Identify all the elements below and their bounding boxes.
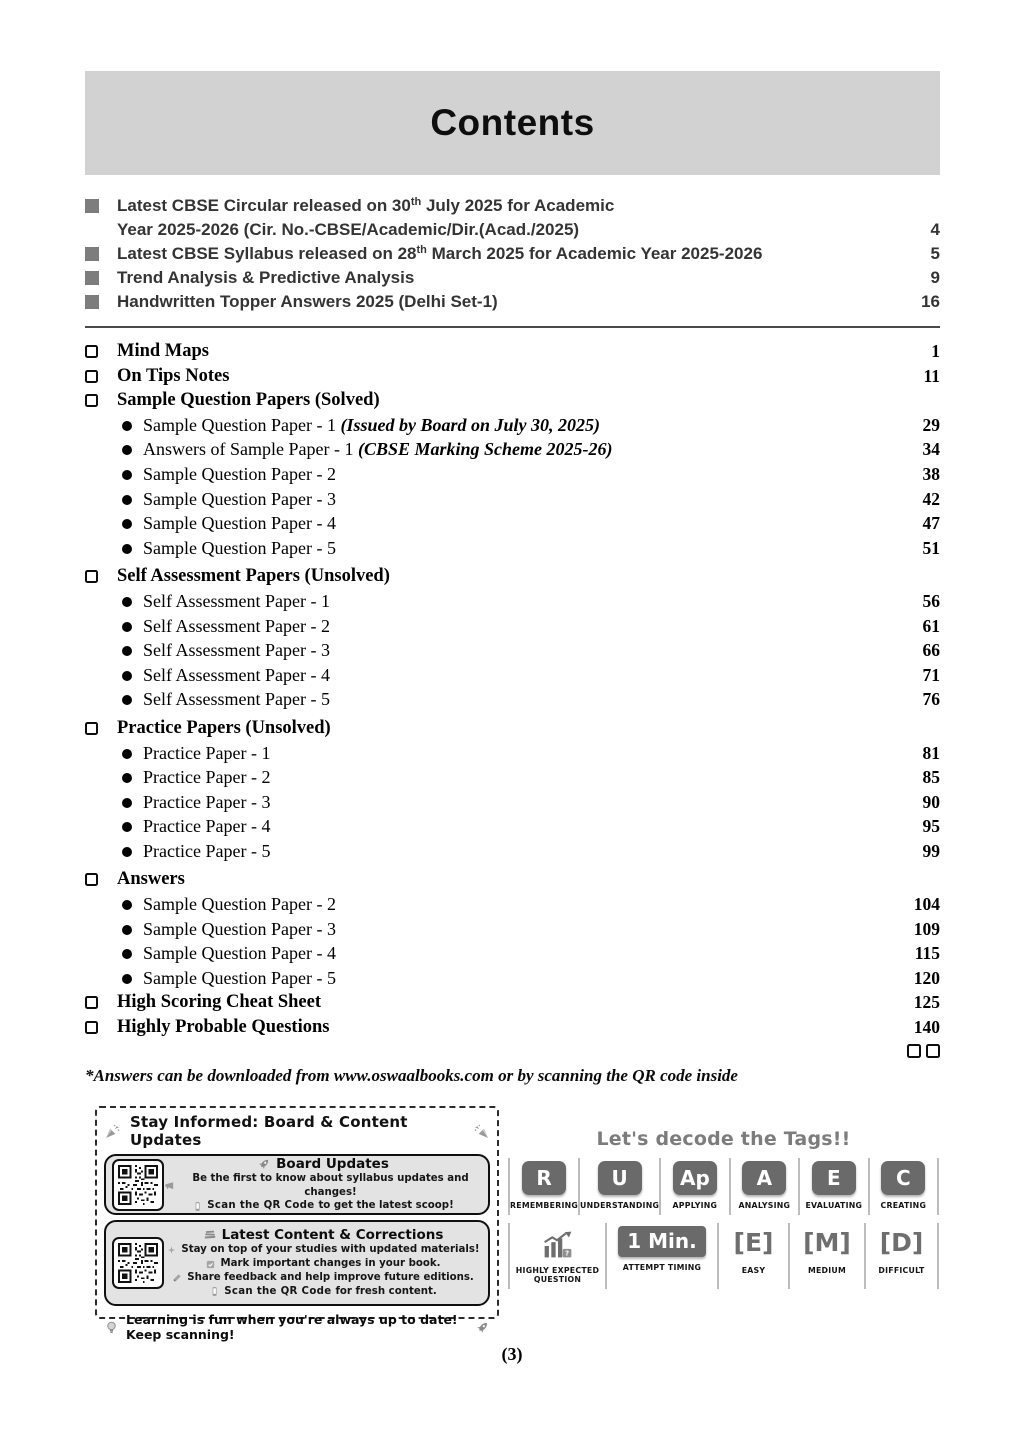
page-number-value: 51 — [922, 537, 940, 558]
tag-label — [623, 1263, 701, 1273]
toc-list — [85, 341, 940, 1042]
front-matter-row — [85, 266, 940, 290]
page-number: (3) — [501, 1344, 523, 1364]
toc-entry-text: Sample Question Paper - 3 — [143, 918, 336, 939]
toc-entry-label — [143, 968, 904, 989]
bullet-dot-icon — [122, 749, 132, 759]
toc-section-row — [85, 341, 940, 366]
front-matter-text: Year 2025-2026 (Cir. No.-CBSE/Academic/Dir.(Acad./2025) — [117, 220, 580, 239]
svg-text:?: ? — [564, 1248, 569, 1257]
checkbox-square-icon — [85, 370, 98, 383]
bullet-dot-icon — [122, 822, 132, 832]
bullet-dot-icon — [122, 925, 132, 935]
toc-entry-label — [117, 718, 940, 739]
toc-entry-text: Practice Paper - 4 — [143, 816, 271, 837]
bulb-icon — [104, 1320, 119, 1335]
bullet-dot-icon — [122, 495, 132, 505]
page-number-value: 81 — [922, 742, 940, 763]
books-icon — [203, 1228, 217, 1242]
toc-item-row — [85, 415, 940, 440]
toc-entry-label — [143, 743, 913, 764]
tag-label — [742, 1266, 766, 1276]
bullet-dot-icon — [122, 974, 132, 984]
toc-entry-text: Practice Paper - 2 — [143, 767, 271, 788]
tag-legend — [508, 1128, 939, 1289]
toc-item-row — [85, 767, 940, 792]
toc-entry-text: Sample Question Paper - 2 — [143, 463, 336, 484]
front-matter-text-part: Trend Analysis & Predictive Analysis — [117, 268, 415, 287]
front-matter-text — [117, 290, 909, 314]
tag-badge: E — [812, 1161, 856, 1195]
content-corrections-line1: Stay on top of your studies with updated materials! — [181, 1244, 480, 1256]
checkbox-square-icon — [85, 1021, 98, 1034]
toc-entry-text: Practice Paper - 5 — [143, 840, 271, 861]
tag-label — [878, 1266, 924, 1276]
toc-entry-text: Self Assessment Paper - 2 — [143, 615, 330, 636]
square-bullet-icon — [85, 199, 99, 213]
page-number-value: 125 — [913, 992, 940, 1013]
board-updates-content — [164, 1156, 482, 1213]
trend-chart-icon — [537, 1226, 579, 1260]
front-matter-text-part: March 2025 for Academic Year 2025-2026 — [426, 244, 763, 263]
toc-entry-label — [143, 894, 904, 915]
checkbox-icon — [205, 1259, 216, 1270]
front-matter-text — [117, 194, 940, 218]
toc-entry-text: Sample Question Paper - 4 — [143, 943, 336, 964]
checkbox-square-icon — [85, 345, 98, 358]
tag-attempt-timing — [605, 1223, 717, 1289]
tag-label: ANALYSING — [738, 1201, 791, 1210]
page-number-value: 109 — [913, 918, 940, 939]
qr-code-content-corrections — [112, 1237, 164, 1289]
board-updates-line2-bold: Scan the QR Code — [207, 1200, 315, 1212]
front-matter-text — [117, 242, 919, 266]
tag-label — [516, 1266, 599, 1285]
front-matter-row — [85, 194, 940, 218]
page-number-value: 56 — [922, 590, 940, 611]
toc-item-row — [85, 489, 940, 514]
toc-entry-label — [117, 390, 940, 411]
toc-entry-label — [143, 767, 913, 788]
page-number-value: 99 — [922, 840, 940, 861]
checkbox-square-icon — [85, 394, 98, 407]
toc-entry-label — [143, 792, 913, 813]
meta-tags-row — [508, 1223, 939, 1289]
stay-informed-box — [95, 1106, 499, 1342]
toc-item-row — [85, 894, 940, 919]
page-number-value: 38 — [922, 463, 940, 484]
square-bullet-icon — [85, 247, 99, 261]
end-marks — [907, 1044, 940, 1058]
checkbox-square-icon — [85, 570, 98, 583]
tag-badge: Ap — [673, 1161, 717, 1195]
tag-label-line: HIGHLY EXPECTED — [515, 1265, 600, 1275]
bullet-dot-icon — [122, 445, 132, 455]
toc-entry-label — [143, 415, 913, 436]
bullet-dot-icon — [122, 900, 132, 910]
front-matter-text-part: Handwritten Topper Answers 2025 (Delhi Set-1) — [117, 292, 498, 311]
front-matter-text-part: July 2025 for Academic — [421, 196, 615, 215]
rocket-icon — [475, 1320, 490, 1335]
bullet-dot-icon — [122, 519, 132, 529]
toc-item-row — [85, 689, 940, 714]
toc-item-row — [85, 538, 940, 563]
toc-section-row — [85, 566, 940, 591]
toc-entry-text: Sample Question Paper - 3 — [143, 488, 336, 509]
toc-entry-label — [143, 464, 913, 485]
stay-informed-title: Stay Informed: Board & Content Updates — [130, 1113, 408, 1149]
bullet-dot-icon — [122, 544, 132, 554]
toc-entry-text: Self Assessment Paper - 4 — [143, 664, 330, 685]
checkbox-square-icon — [85, 996, 98, 1009]
toc-entry-text: Self Assessment Paper - 1 — [143, 590, 330, 611]
toc-entry-label — [143, 616, 913, 637]
content-corrections-line3: Share feedback and help improve future editions. — [187, 1272, 474, 1283]
tag-badge: [D] — [879, 1228, 924, 1257]
toc-entry-label — [143, 489, 913, 510]
bullet-dot-icon — [122, 646, 132, 656]
toc-entry-label — [117, 366, 913, 387]
content-corrections-content — [164, 1227, 482, 1298]
toc-item-row — [85, 968, 940, 993]
checkbox-square-icon — [85, 722, 98, 735]
tag-label: CREATING — [880, 1201, 927, 1210]
tag-label-line: MEDIUM — [807, 1265, 847, 1275]
tag-analysing — [729, 1158, 798, 1215]
page-number-value: 95 — [922, 816, 940, 837]
toc-entry-text: Sample Question Paper - 5 — [143, 967, 336, 988]
toc-entry-text: On Tips Notes — [117, 365, 230, 386]
tag-label-line: QUESTION — [533, 1275, 582, 1284]
toc-entry-text: Practice Paper - 1 — [143, 742, 271, 763]
toc-section-row — [85, 718, 940, 743]
board-updates-line1: Be the first to know about syllabus updates and changes! — [192, 1172, 469, 1198]
toc-entry-label — [143, 816, 913, 837]
ordinal-superscript: th — [416, 244, 427, 256]
page-number-value: 66 — [922, 640, 940, 661]
pencil-icon — [172, 1272, 183, 1283]
tag-evaluating — [798, 1158, 867, 1215]
tag-label: APPLYING — [672, 1201, 718, 1210]
content-corrections-title: Latest Content & Corrections — [221, 1227, 444, 1244]
toc-entry-text: Practice Paper - 3 — [143, 791, 271, 812]
tag-badge: C — [881, 1161, 925, 1195]
toc-entry-label — [143, 665, 913, 686]
page-number-value: 85 — [922, 767, 940, 788]
page-number-value: 4 — [930, 220, 940, 239]
toc-item-row — [85, 743, 940, 768]
party-popper-icon — [104, 1123, 121, 1140]
bullet-dot-icon — [122, 470, 132, 480]
toc-entry-label — [143, 689, 913, 710]
toc-entry-text: High Scoring Cheat Sheet — [117, 992, 322, 1013]
page-number-value: 61 — [922, 615, 940, 636]
bullet-dot-icon — [122, 597, 132, 607]
toc-item-row — [85, 841, 940, 866]
toc-item-row — [85, 665, 940, 690]
tag-badge: [E] — [733, 1228, 774, 1257]
page-number-value: 104 — [913, 894, 940, 915]
content-corrections-line2: Mark important changes in your book. — [220, 1258, 441, 1270]
toc-item-row — [85, 513, 940, 538]
front-matter-text-part: Latest CBSE Circular released on 30 — [117, 196, 411, 215]
checkbox-square-icon — [85, 873, 98, 886]
page-title: Contents — [430, 102, 595, 143]
rocket-icon — [257, 1157, 271, 1171]
tag-label-line: EASY — [741, 1265, 766, 1275]
page-number-value: 71 — [922, 664, 940, 685]
tag-highly-expected-question — [508, 1223, 605, 1289]
content-corrections-line4-rest: for fresh content. — [335, 1285, 437, 1297]
front-matter-row — [85, 290, 940, 314]
toc-item-row — [85, 439, 940, 464]
megaphone-icon — [164, 1180, 175, 1191]
page-number-value: 9 — [930, 268, 940, 287]
tag-legend-title: Let's decode the Tags!! — [596, 1128, 851, 1150]
toc-item-row — [85, 792, 940, 817]
toc-entry-text: Practice Papers (Unsolved) — [117, 717, 331, 738]
page-number-value: 34 — [922, 439, 940, 460]
toc-entry-text: Answers of Sample Paper - 1 — [143, 439, 358, 460]
tag-creating — [868, 1158, 939, 1215]
page-number-value: 47 — [922, 513, 940, 534]
board-updates-line2-rest: to get the latest scoop! — [318, 1200, 454, 1212]
tag-label: EVALUATING — [805, 1201, 863, 1210]
page-number-value: 115 — [914, 943, 940, 964]
page-number-value: 1 — [931, 341, 940, 361]
tag-easy — [717, 1223, 788, 1289]
bullet-dot-icon — [122, 798, 132, 808]
toc-item-row — [85, 464, 940, 489]
toc-section-row — [85, 390, 940, 415]
bullet-dot-icon — [122, 773, 132, 783]
page-number-value: 11 — [923, 365, 940, 386]
board-updates-title: Board Updates — [276, 1155, 389, 1172]
stay-informed-header — [104, 1113, 490, 1149]
bullet-dot-icon — [122, 622, 132, 632]
toc-entry-text: Sample Question Paper - 4 — [143, 513, 336, 534]
page-number-value: 76 — [922, 689, 940, 710]
toc-entry-label — [143, 591, 913, 612]
page-number-value: 29 — [922, 414, 940, 435]
bullet-dot-icon — [122, 671, 132, 681]
tag-badge: 1 Min. — [618, 1226, 706, 1257]
tag-label — [808, 1266, 846, 1276]
square-bullet-icon — [85, 271, 99, 285]
toc-entry-label — [143, 919, 904, 940]
toc-entry-label — [143, 513, 913, 534]
party-popper-icon — [473, 1123, 490, 1140]
tag-remembering — [508, 1158, 578, 1215]
bullet-dot-icon — [122, 695, 132, 705]
tag-difficult — [864, 1223, 939, 1289]
scan-phone-icon — [192, 1201, 203, 1212]
toc-entry-label — [117, 341, 921, 362]
content-corrections-line4-bold: Scan the QR Code — [224, 1285, 332, 1297]
toc-entry-label — [143, 538, 913, 559]
toc-entry-note: (Issued by Board on July 30, 2025) — [340, 414, 600, 435]
bullet-dot-icon — [122, 847, 132, 857]
download-footnote: *Answers can be downloaded from www.oswaalbooks.com or by scanning the QR code inside — [85, 1066, 738, 1085]
page-number-value: 42 — [922, 488, 940, 509]
tag-medium — [788, 1223, 864, 1289]
front-matter-row — [85, 242, 940, 266]
scan-phone-icon — [209, 1286, 220, 1297]
page-number-value: 5 — [930, 244, 940, 263]
toc-item-row — [85, 919, 940, 944]
tag-badge: R — [522, 1161, 566, 1195]
tag-badge: U — [598, 1161, 642, 1195]
sparkle-icon — [166, 1245, 177, 1256]
toc-section-row — [85, 1017, 940, 1042]
tag-label: UNDERSTANDING — [580, 1201, 660, 1210]
end-square-icon — [907, 1044, 921, 1058]
toc-entry-label — [117, 992, 904, 1013]
content-corrections-card — [104, 1220, 490, 1306]
toc-entry-label — [143, 841, 913, 862]
toc-entry-label — [143, 439, 913, 460]
separator-line — [85, 326, 940, 328]
tag-understanding — [578, 1158, 659, 1215]
toc-entry-text: Sample Question Paper - 2 — [143, 894, 336, 915]
toc-entry-label — [143, 943, 905, 964]
toc-section-row — [85, 366, 940, 391]
tag-badge: A — [742, 1161, 786, 1195]
stay-informed-footer — [104, 1312, 490, 1342]
page-header — [85, 71, 940, 175]
ordinal-superscript: th — [410, 196, 422, 208]
stay-informed-footer-text: Learning is fun when you're always up to date! Keep scanning! — [126, 1312, 458, 1342]
tag-applying — [659, 1158, 728, 1215]
toc-entry-label — [117, 869, 940, 890]
qr-code-board-updates — [112, 1159, 164, 1211]
page-number-value: 140 — [913, 1017, 940, 1038]
toc-entry-text: Sample Question Paper - 5 — [143, 537, 336, 558]
toc-entry-text: Answers — [117, 869, 185, 890]
front-matter-text-part: Latest CBSE Syllabus released on 28 — [117, 244, 417, 263]
square-bullet-icon — [85, 295, 99, 309]
toc-entry-note: (CBSE Marking Scheme 2025-26) — [357, 439, 613, 460]
toc-item-row — [85, 943, 940, 968]
front-matter-list — [85, 194, 940, 314]
toc-item-row — [85, 816, 940, 841]
end-square-icon — [926, 1044, 940, 1058]
bloom-tags-row — [508, 1158, 939, 1215]
bullet-dot-icon — [122, 421, 132, 431]
page-number-value: 120 — [913, 967, 940, 988]
tag-label-line: ATTEMPT TIMING — [622, 1262, 702, 1272]
toc-item-row — [85, 591, 940, 616]
toc-item-row — [85, 640, 940, 665]
toc-entry-text: Self Assessment Papers (Unsolved) — [117, 566, 390, 587]
toc-section-row — [85, 992, 940, 1017]
bullet-dot-icon — [122, 949, 132, 959]
toc-entry-text: Mind Maps — [117, 341, 210, 361]
toc-entry-text: Self Assessment Paper - 5 — [143, 689, 330, 710]
front-matter-text — [117, 266, 919, 290]
toc-item-row — [85, 616, 940, 641]
tag-label: REMEMBERING — [510, 1201, 579, 1210]
toc-entry-text: Sample Question Paper - 1 — [143, 414, 341, 435]
toc-entry-text: Sample Question Papers (Solved) — [117, 390, 380, 411]
toc-entry-text: Highly Probable Questions — [117, 1017, 330, 1038]
toc-entry-label — [117, 1017, 904, 1038]
page-number-value: 90 — [922, 791, 940, 812]
toc-entry-label — [117, 566, 940, 587]
tag-badge: [M] — [803, 1228, 851, 1257]
toc-entry-label — [143, 640, 913, 661]
toc-entry-text: Self Assessment Paper - 3 — [143, 640, 330, 661]
toc-section-row — [85, 869, 940, 894]
board-updates-card — [104, 1154, 490, 1215]
front-matter-row-continuation — [85, 218, 940, 242]
tag-label-line: DIFFICULT — [878, 1265, 925, 1275]
page-number-value: 16 — [921, 292, 940, 311]
